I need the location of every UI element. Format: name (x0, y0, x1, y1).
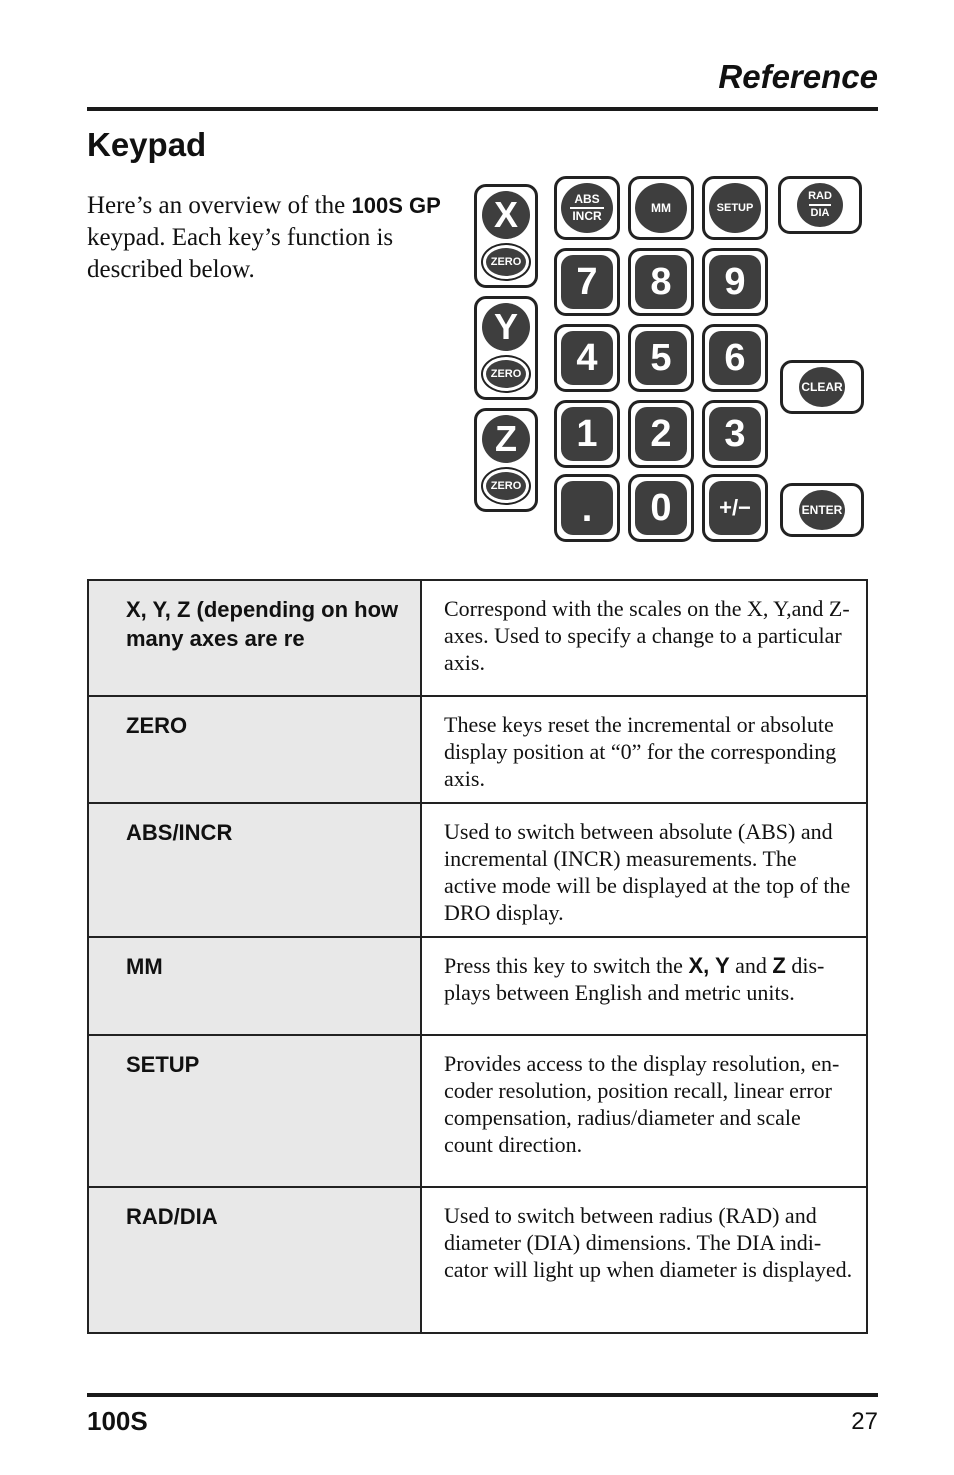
setup-label: SETUP (709, 183, 761, 233)
z-zero-label: ZERO (486, 472, 526, 500)
key-description-cell: Used to switch between radius (RAD) and diameter (DIA) dimensions. The DIA indicator will light up when diameter is displayed. (421, 1187, 867, 1333)
key-7 (554, 248, 620, 316)
table-row (88, 1035, 867, 1187)
rad-label: RAD (808, 190, 832, 202)
incr-label: INCR (572, 209, 602, 223)
key-name-cell: RAD/DIA (88, 1187, 421, 1333)
key-6 (702, 324, 768, 392)
mm-desc-xy: X, Y (688, 953, 730, 978)
bottom-rule (87, 1393, 878, 1397)
mm-desc-start: Press this key to switch the (444, 953, 689, 978)
rad-dia-divider (809, 204, 831, 206)
z-zero-key (481, 467, 531, 505)
key-3 (702, 400, 768, 468)
section-title: Reference (718, 58, 878, 95)
y-key: Y (482, 303, 530, 351)
key-9-label: 9 (709, 255, 761, 309)
product-name: 100S (87, 1406, 148, 1436)
z-axis-key-group (474, 408, 538, 512)
mm-desc-and: and (729, 953, 773, 978)
rad-dia-key (778, 176, 862, 234)
key-5 (628, 324, 694, 392)
mm-label: MM (635, 183, 687, 233)
x-key: X (482, 191, 530, 239)
key-9 (702, 248, 768, 316)
clear-label: CLEAR (799, 367, 845, 407)
key-1-label: 1 (561, 407, 613, 461)
key-2 (628, 400, 694, 468)
key-6-label: 6 (709, 331, 761, 385)
table-row (88, 937, 867, 1035)
abs-label: ABS (574, 192, 600, 206)
y-zero-key (481, 355, 531, 393)
key-name-cell: ABS/INCR (88, 803, 421, 937)
key-name-cell: X, Y, Z (depending on how many axes are re (88, 580, 421, 696)
key-0 (628, 474, 694, 542)
key-function-table (87, 579, 868, 1334)
intro-text-start: Here’s an overview of the (87, 192, 352, 219)
key-plus-minus (702, 474, 768, 542)
page-number: 27 (851, 1408, 878, 1435)
enter-label: ENTER (799, 490, 845, 530)
key-2-label: 2 (635, 407, 687, 461)
key-3-label: 3 (709, 407, 761, 461)
key-description-cell (421, 937, 867, 1035)
key-4 (554, 324, 620, 392)
key-0-label: 0 (635, 481, 687, 535)
abs-incr-key (554, 176, 620, 240)
key-4-label: 4 (561, 331, 613, 385)
top-rule (87, 107, 878, 111)
key-decimal-label: . (561, 481, 613, 535)
key-description-cell: Provides access to the display resolution, encoder resolution, position recall, linear error compensation, radius/diameter and scale count direction. (421, 1035, 867, 1187)
mm-key (628, 176, 694, 240)
x-zero-key (481, 243, 531, 281)
mm-desc-z: Z (772, 953, 786, 978)
key-1 (554, 400, 620, 468)
key-description-cell: Correspond with the scales on the X, Y,and Z-axes. Used to specify a change to a particular axis. (421, 580, 867, 696)
clear-key (780, 360, 864, 414)
table-row (88, 1187, 867, 1333)
keypad-illustration (468, 172, 868, 544)
table-row (88, 803, 867, 937)
z-key: Z (482, 415, 530, 463)
y-zero-label: ZERO (486, 360, 526, 388)
key-description-cell: These keys reset the incremental or absolute display position at “0” for the corresponding axis. (421, 696, 867, 803)
intro-text-end: keypad. Each key’s function is described below. (87, 224, 394, 283)
key-8-label: 8 (635, 255, 687, 309)
key-8 (628, 248, 694, 316)
plus-minus-label: +/− (709, 481, 761, 535)
dia-label: DIA (810, 207, 830, 219)
key-description-cell: Used to switch between absolute (ABS) and incremental (INCR) measurements. The active mode will be displayed at the top of the DRO display. (421, 803, 867, 937)
key-7-label: 7 (561, 255, 613, 309)
page-heading: Keypad (87, 126, 207, 163)
y-axis-key-group (474, 296, 538, 400)
enter-key (780, 483, 864, 537)
table-row (88, 580, 867, 696)
x-zero-label: ZERO (486, 248, 526, 276)
model-name: 100S GP (351, 193, 441, 218)
mm-desc-end: displays between English and metric units. (444, 953, 825, 1005)
x-axis-key-group (474, 184, 538, 288)
intro-paragraph (87, 190, 442, 286)
key-decimal (554, 474, 620, 542)
key-name-cell: SETUP (88, 1035, 421, 1187)
setup-key (702, 176, 768, 240)
key-5-label: 5 (635, 331, 687, 385)
key-name-cell: MM (88, 937, 421, 1035)
table-row (88, 696, 867, 803)
key-name-cell: ZERO (88, 696, 421, 803)
